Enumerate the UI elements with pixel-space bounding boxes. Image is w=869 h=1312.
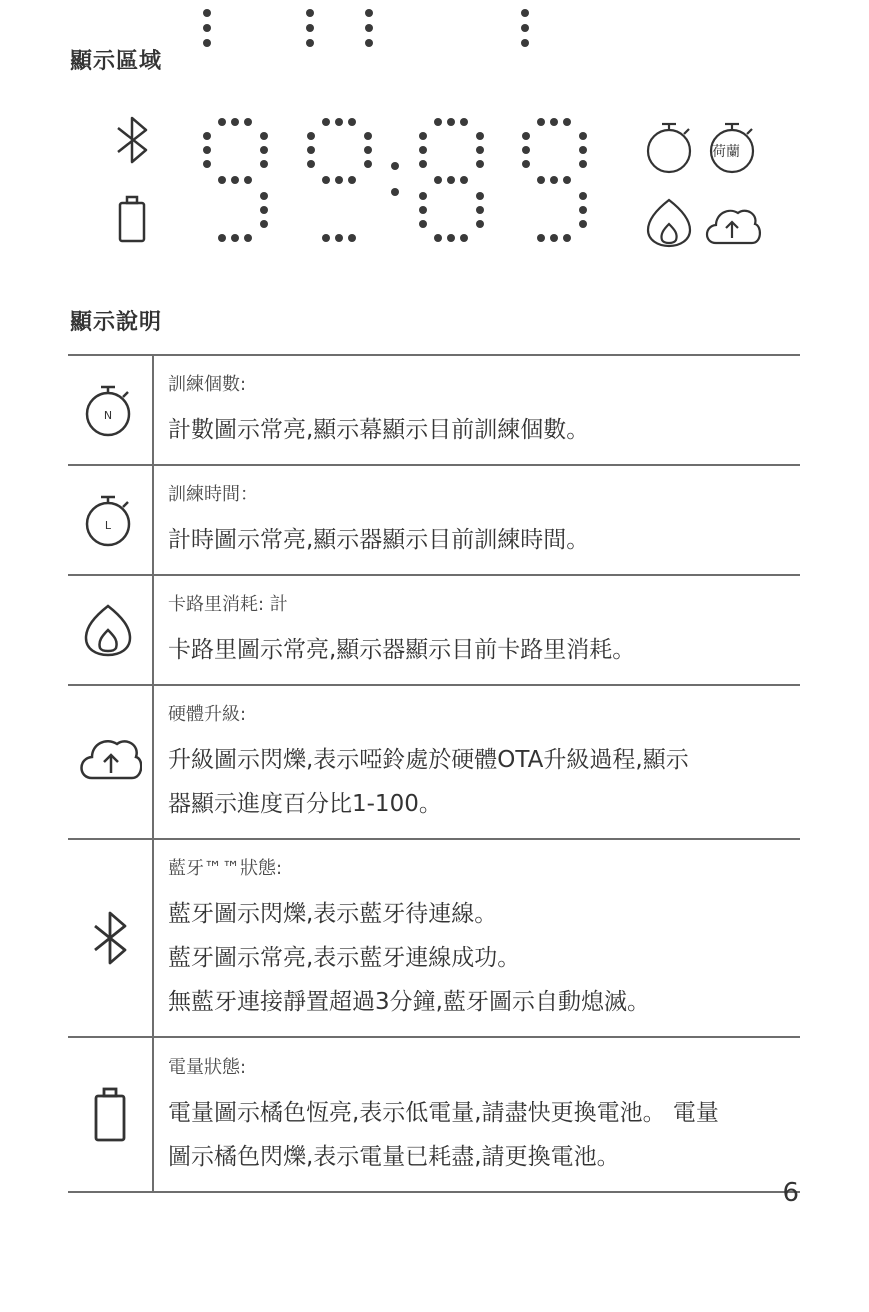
- legend-table: [68, 354, 800, 1193]
- bluetooth-icon: [85, 908, 135, 968]
- legend-title: 電量狀態:: [168, 1056, 247, 1078]
- cloud-upload-icon: [707, 211, 760, 243]
- legend-line: 計數圖示常亮,顯示幕顯示目前訓練個數。: [168, 417, 590, 443]
- legend-title: 藍牙™™狀態:: [168, 858, 283, 879]
- flame-icon: [80, 600, 140, 660]
- legend-title: 硬體升級:: [168, 704, 247, 725]
- legend-title: 卡路里消耗: 計: [168, 594, 288, 615]
- legend-line: 電量圖示橘色恆亮,表示低電量,請盡快更換電池。 電量: [168, 1099, 719, 1126]
- legend-line: 無藍牙連接靜置超過3分鐘,藍牙圖示自動熄滅。: [168, 989, 650, 1015]
- battery-icon: [120, 197, 144, 241]
- legend-line: 藍牙圖示閃爍,表示藍牙待連線。: [168, 901, 498, 927]
- page-number: 6: [782, 1178, 799, 1208]
- stopwatch-n-icon: [80, 380, 140, 440]
- legend-line: 器顯示進度百分比1-100。: [168, 791, 442, 817]
- table-row: [68, 465, 800, 575]
- legend-title: 訓練個數:: [168, 374, 247, 395]
- legend-line: 卡路里圖示常亮,顯示器顯示目前卡路里消耗。: [168, 637, 636, 663]
- stopwatch-icon: [648, 124, 690, 172]
- stopwatch-l-icon: [80, 490, 140, 550]
- table-row: [68, 1037, 800, 1192]
- display-panel: [0, 0, 869, 280]
- table-row: [68, 575, 800, 685]
- battery-icon: [88, 1085, 132, 1145]
- svg-text:L: L: [104, 519, 112, 532]
- svg-text:N: N: [103, 409, 113, 422]
- legend-line: 升級圖示閃爍,表示啞鈴處於硬體OTA升級過程,顯示: [168, 747, 689, 773]
- section-title-display-legend: 顯示說明: [70, 310, 163, 335]
- table-row: [68, 685, 800, 839]
- flame-icon: [648, 200, 690, 246]
- bluetooth-icon: [118, 118, 146, 162]
- table-row: [68, 355, 800, 465]
- table-row: [68, 839, 800, 1037]
- section-title-display-area: 顯示區域: [70, 49, 163, 74]
- legend-line: 藍牙圖示常亮,表示藍牙連線成功。: [168, 945, 521, 971]
- legend-title: 訓練時間：: [168, 484, 258, 505]
- legend-line: 計時圖示常亮,顯示器顯示目前訓練時間。: [168, 527, 590, 553]
- legend-line: 圖示橘色閃爍,表示電量已耗盡,請更換電池。: [168, 1143, 620, 1170]
- cloud-upload-icon: [78, 732, 142, 792]
- counter-icon-label: 荷蘭: [712, 144, 740, 160]
- dot-matrix-digits: [203, 118, 587, 242]
